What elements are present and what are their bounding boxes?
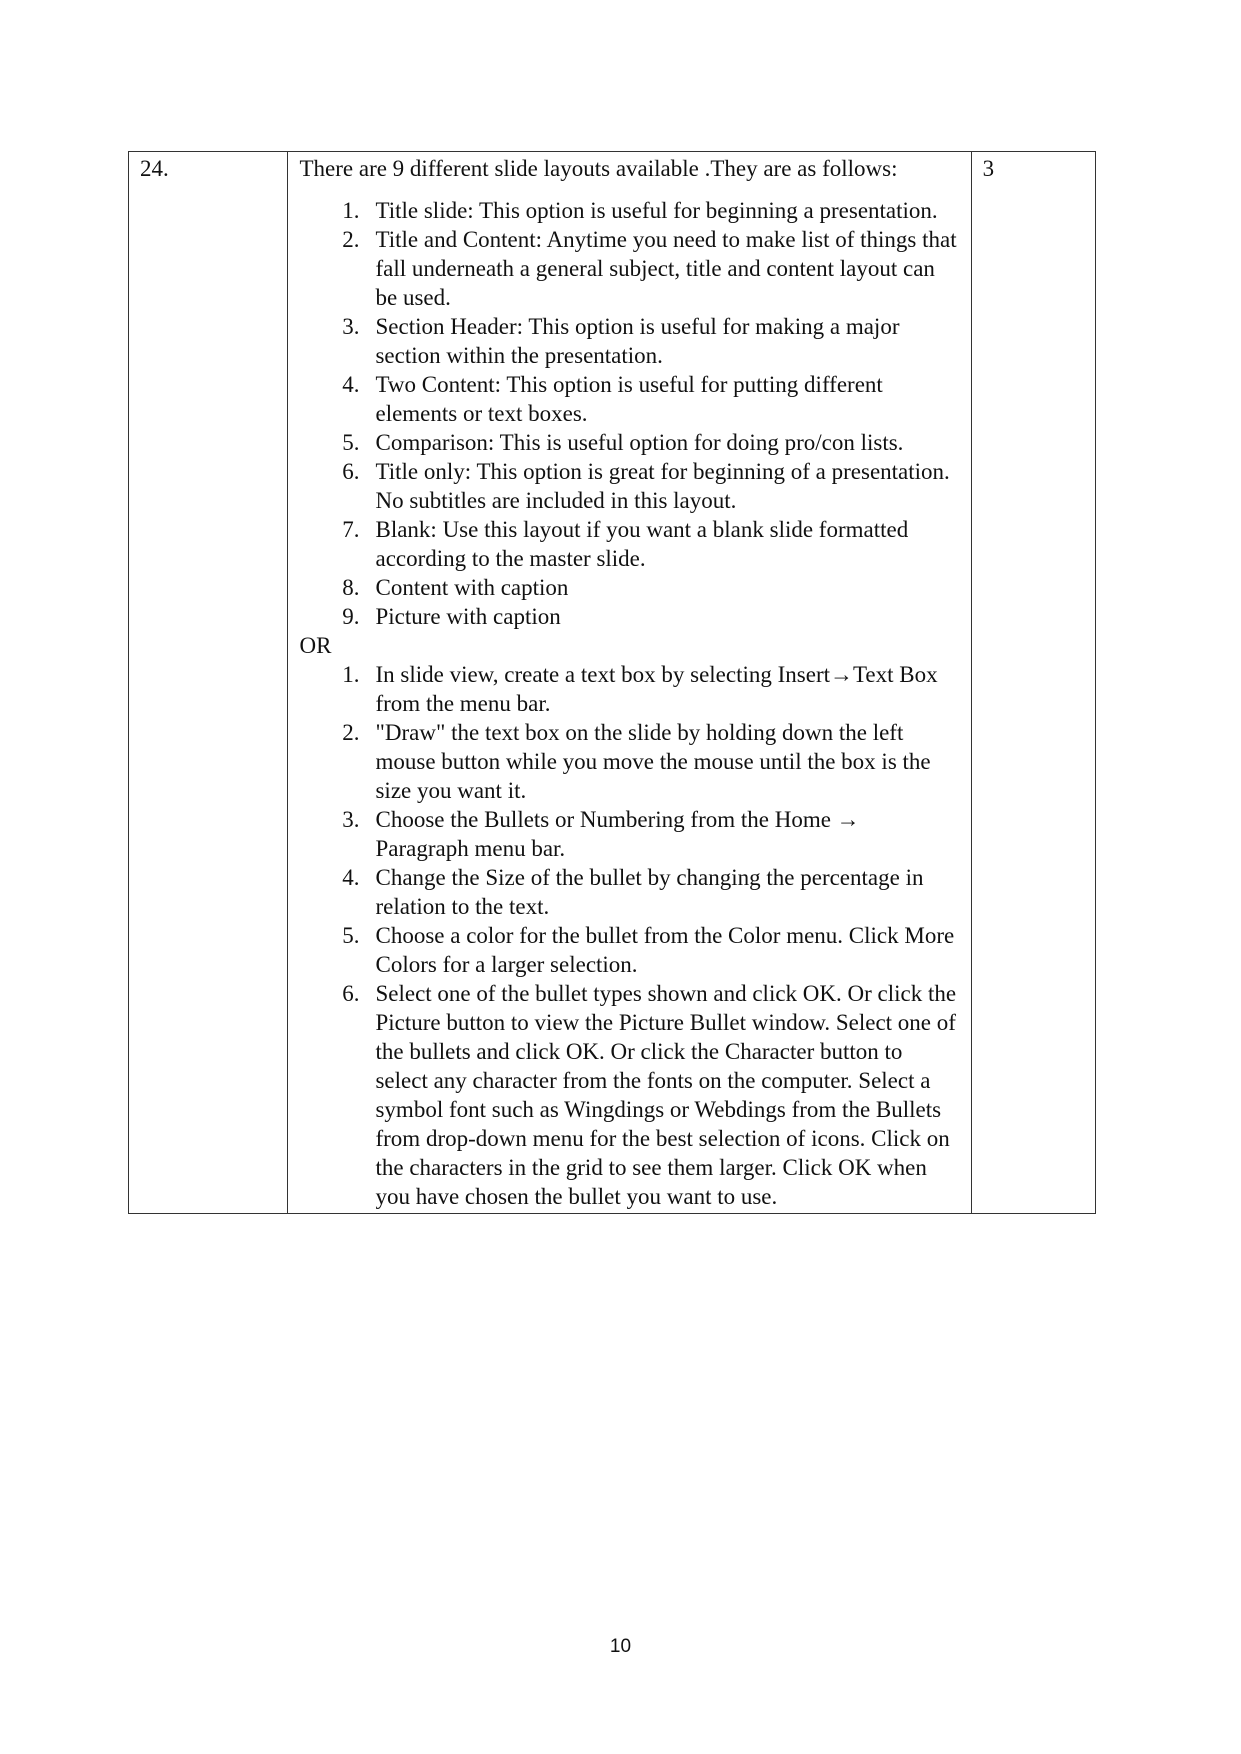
list-item: 9. Picture with caption — [342, 604, 561, 629]
list-item: 4. Two Content: This option is useful for putting different elements or text boxes. — [342, 372, 883, 426]
list-item: 2. Title and Content: Anytime you need to make list of things that fall underneath a general subject, title and content layout can be used. — [342, 227, 957, 310]
list-item: 4. Change the Size of the bullet by changing the percentage in relation to the text. — [342, 865, 924, 919]
layouts-list — [299, 196, 958, 631]
answer-intro: There are 9 different slide layouts available .They are as follows: — [299, 156, 898, 181]
list-item: 2. "Draw" the text box on the slide by holding down the left mouse button while you move the mouse until the box is the size you want it. — [342, 720, 931, 803]
page-number: 10 — [609, 1636, 632, 1657]
list-item: 5. Choose a color for the bullet from the Color menu. Click More Colors for a larger selection. — [342, 923, 955, 977]
question-number: 24. — [129, 152, 288, 1214]
list-item: 5. Comparison: This is useful option for doing pro/con lists. — [342, 430, 904, 455]
list-item: 6. Select one of the bullet types shown and click OK. Or click the Picture button to view the Picture Bullet window. Select one of the bullets and click OK. Or click the Character button to select any character from the fonts on the computer. Select a symbol font such as Wingdings or Webdings from the Bullets from drop-down menu for the best selection of icons. Click on the characters in the grid to see them larger. Click OK when you have chosen the bullet you want to use. — [342, 981, 957, 1209]
answer-table — [128, 151, 1096, 1214]
list-item: 3. Section Header: This option is useful for making a major section within the presentation. — [342, 314, 900, 368]
list-item: 6. Title only: This option is great for beginning of a presentation. No subtitles are included in this layout. — [342, 459, 950, 513]
list-item: 8. Content with caption — [342, 575, 569, 600]
list-item: 3. Choose the Bullets or Numbering from the Home → Paragraph menu bar. — [342, 807, 860, 861]
answer-cell — [288, 152, 971, 1214]
list-item: 1. Title slide: This option is useful for beginning a presentation. — [342, 198, 938, 223]
steps-list — [299, 660, 958, 1211]
list-item: 1. In slide view, create a text box by selecting Insert→Text Box from the menu bar. — [342, 662, 938, 716]
table-row — [129, 152, 1096, 1214]
list-item: 7. Blank: Use this layout if you want a blank slide formatted according to the master slide. — [342, 517, 909, 571]
marks-cell: 3 — [971, 152, 1095, 1214]
or-label: OR — [299, 633, 332, 658]
